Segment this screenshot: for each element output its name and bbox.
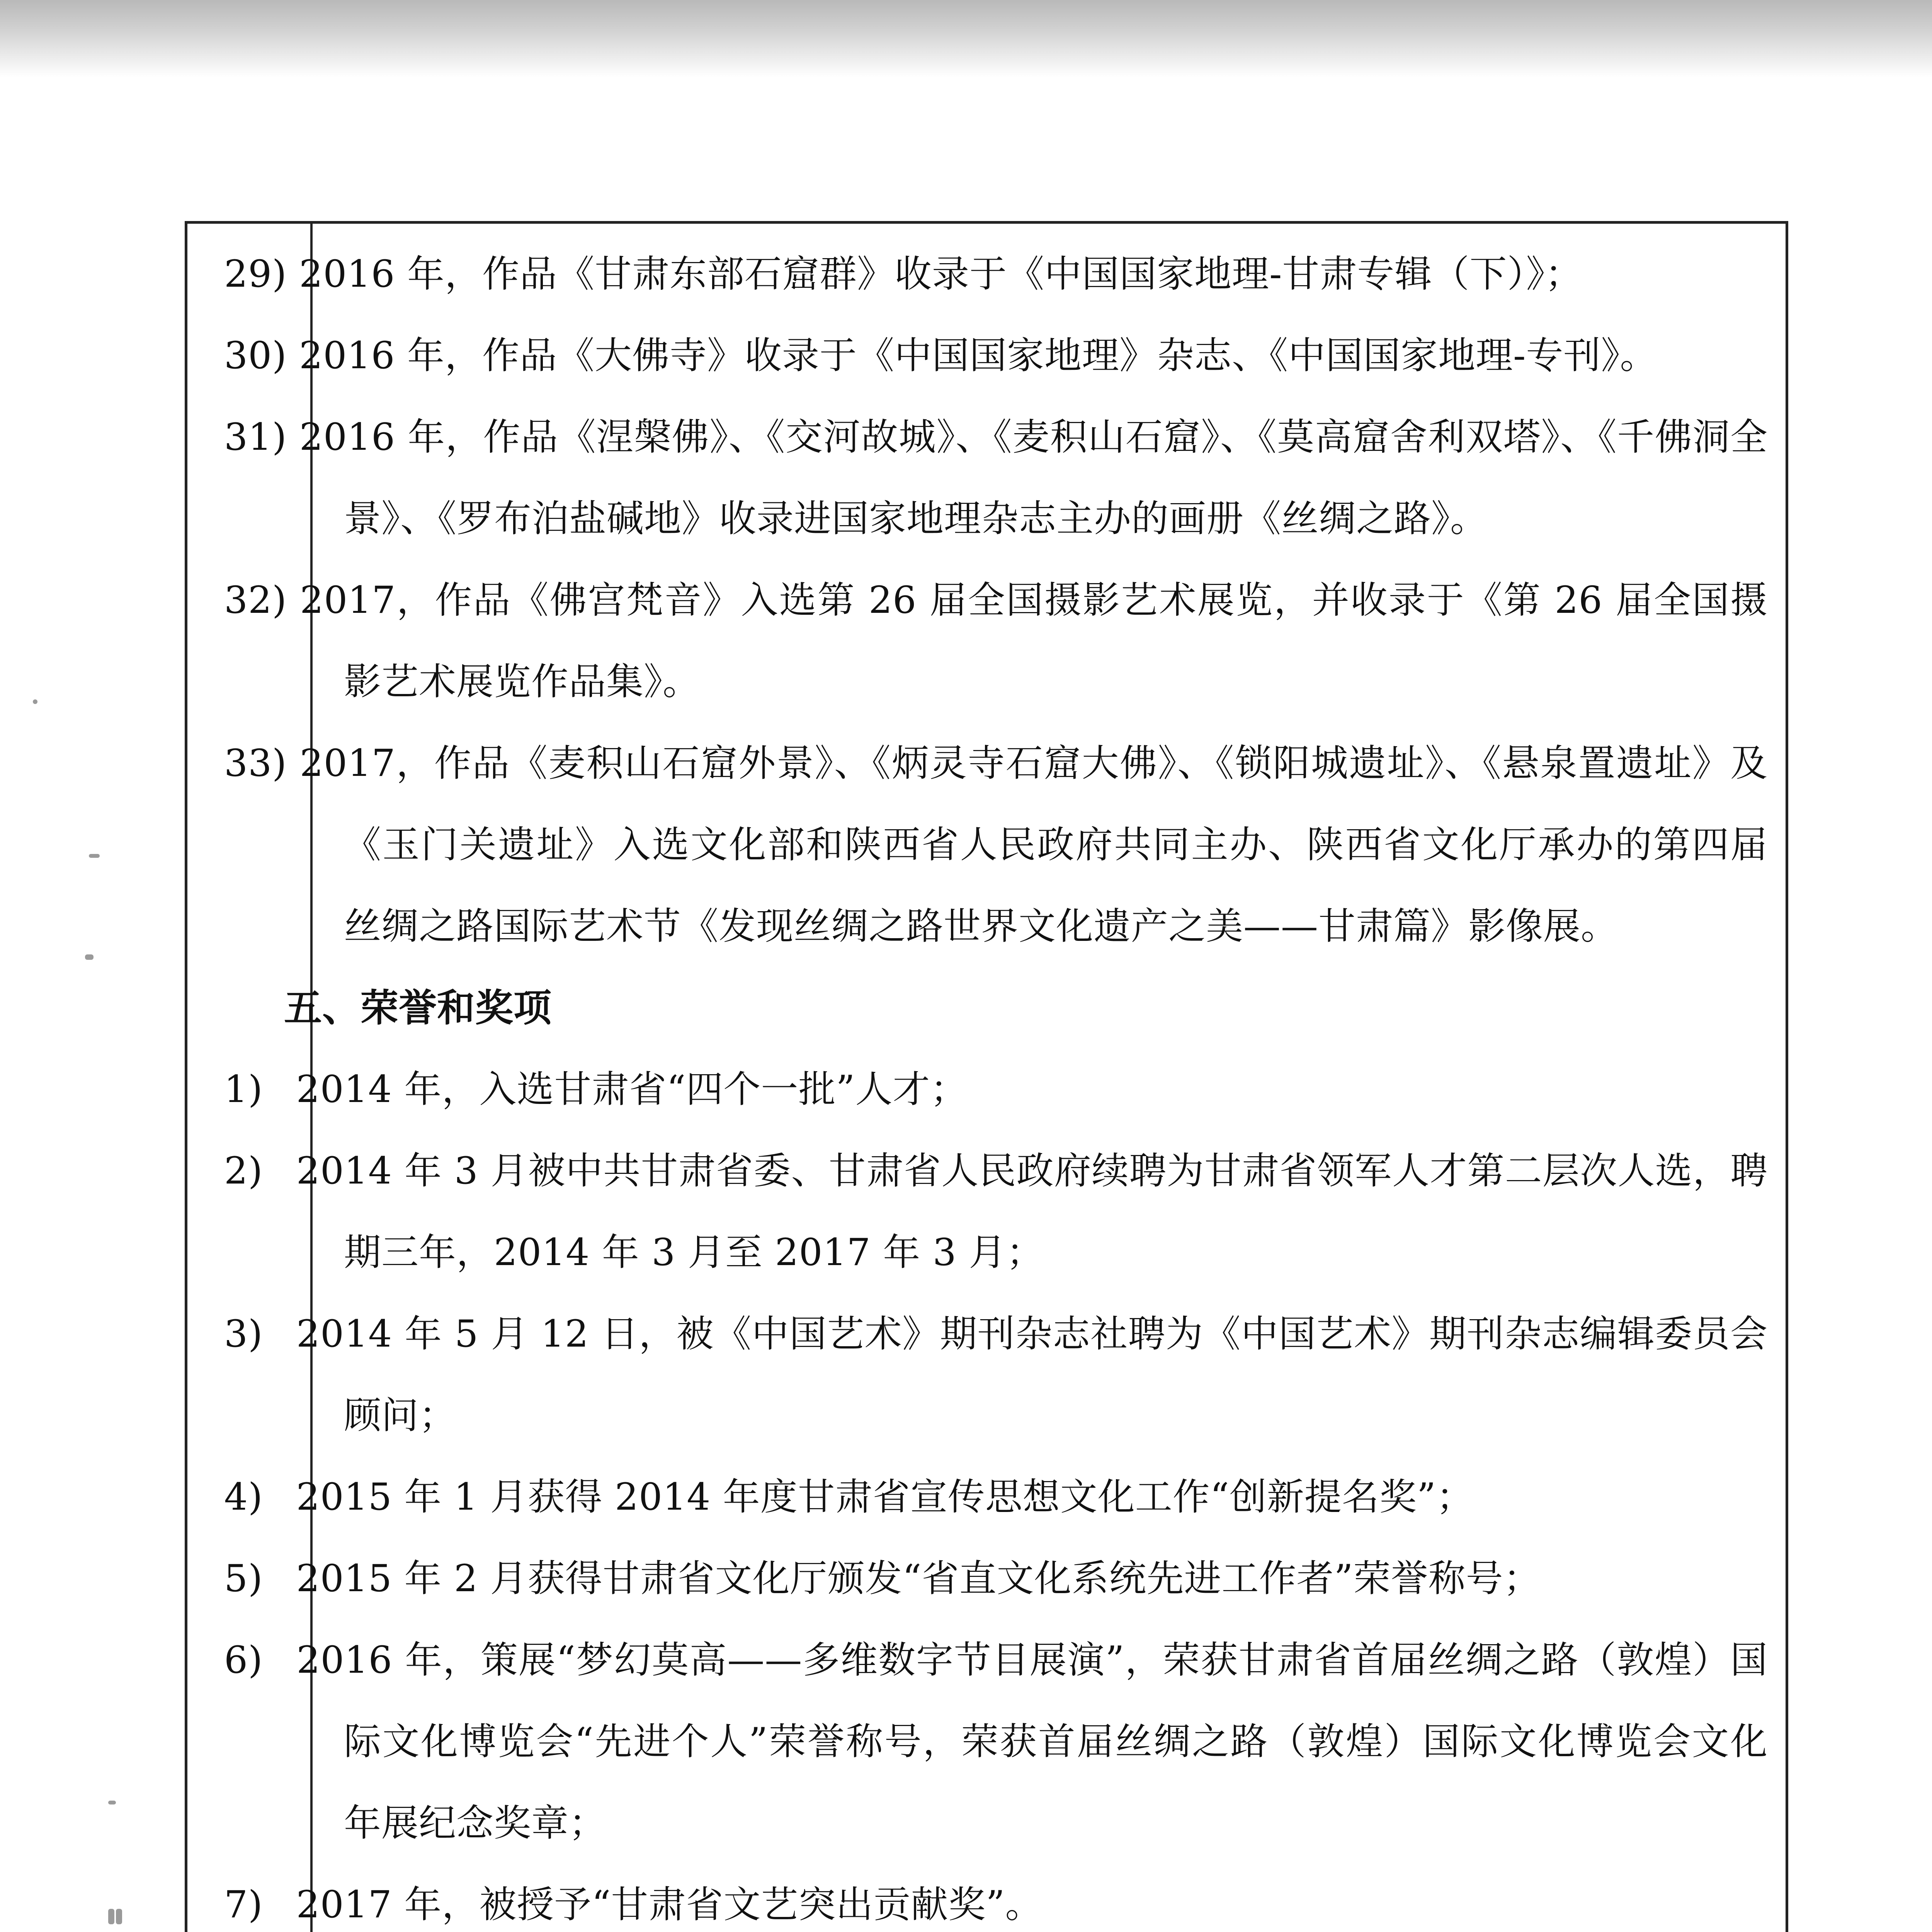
item-number: 33)	[224, 742, 287, 785]
item-text: 2015 年 2 月获得甘肃省文化厅颁发“省直文化系统先进工作者”荣誉称号；	[296, 1557, 1541, 1600]
scan-speck	[116, 1909, 122, 1924]
item-text: 2014 年，入选甘肃省“四个一批”人才；	[296, 1068, 968, 1111]
table-content-cell	[224, 224, 1768, 1932]
scan-speck	[108, 1909, 114, 1924]
item-text: 2014 年 5 月 12 日，被《中国艺术》期刊杂志社聘为《中国艺术》期刊杂志编辑委员会顾问；	[296, 1312, 1768, 1437]
list-item: 3) 2014 年 5 月 12 日，被《中国艺术》期刊杂志社聘为《中国艺术》期刊杂志编辑委员会顾问；	[224, 1312, 1768, 1437]
exhibitions-list	[224, 233, 1768, 967]
list-item	[224, 396, 1768, 560]
list-item: 6) 2016 年，策展“梦幻莫高——多维数字节目展演”，荣获甘肃省首届丝绸之路（敦煌）国际文化博览会“先进个人”荣誉称号，荣获首届丝绸之路（敦煌）国际文化博览会文化年展纪念奖章；	[224, 1638, 1768, 1845]
list-item	[224, 560, 1768, 723]
item-text: 2016 年，策展“梦幻莫高——多维数字节目展演”，荣获甘肃省首届丝绸之路（敦煌）国际文化博览会“先进个人”荣誉称号，荣获首届丝绸之路（敦煌）国际文化博览会文化年展纪念奖章；	[296, 1638, 1768, 1845]
list-item	[224, 723, 1768, 967]
list-item: 1) 2014 年，入选甘肃省“四个一批”人才；	[224, 1068, 968, 1111]
section-heading-honors: 五、荣誉和奖项	[284, 986, 552, 1030]
scan-speck	[85, 954, 94, 960]
item-text: 2017，作品《佛宫梵音》入选第 26 届全国摄影艺术展览，并收录于《第 26 届全国摄影艺术展览作品集》。	[300, 578, 1768, 703]
scan-smudge	[0, 0, 1932, 77]
item-text: 2016 年，作品《甘肃东部石窟群》收录于《中国国家地理-甘肃专辑（下）》；	[299, 252, 1583, 296]
item-text: 2017，作品《麦积山石窟外景》、《炳灵寺石窟大佛》、《锁阳城遗址》、《悬泉置遗址》及《玉门关遗址》入选文化部和陕西省人民政府共同主办、陕西省文化厅承办的第四届丝绸之路国际艺术节《发现丝绸之路世界文化遗产之美——甘肃篇》影像展。	[299, 742, 1768, 948]
scan-speck	[89, 854, 100, 858]
list-item: 2) 2014 年 3 月被中共甘肃省委、甘肃省人民政府续聘为甘肃省领军人才第二层次人选，聘期三年，2014 年 3 月至 2017 年 3 月；	[224, 1149, 1768, 1274]
item-number: 32)	[224, 578, 287, 622]
item-text: 2015 年 1 月获得 2014 年度甘肃省宣传思想文化工作“创新提名奖”；	[296, 1475, 1474, 1519]
list-item	[224, 233, 1768, 315]
document-table	[185, 221, 1788, 1932]
item-number: 30)	[224, 334, 287, 377]
list-item: 5) 2015 年 2 月获得甘肃省文化厅颁发“省直文化系统先进工作者”荣誉称号；	[224, 1557, 1541, 1600]
honors-list	[224, 1049, 1768, 1932]
item-number: 31)	[224, 415, 287, 459]
list-item: 4) 2015 年 1 月获得 2014 年度甘肃省宣传思想文化工作“创新提名奖”；	[224, 1475, 1474, 1519]
scan-speck	[108, 1801, 116, 1804]
item-number: 29)	[224, 252, 287, 296]
item-text: 2016 年，作品《大佛寺》收录于《中国国家地理》杂志、《中国国家地理-专刊》。	[299, 334, 1658, 377]
scan-speck	[33, 699, 37, 704]
list-item: 7) 2017 年，被授予“甘肃省文艺突出贡献奖”。	[224, 1883, 1043, 1926]
list-item	[224, 315, 1768, 396]
item-text: 2014 年 3 月被中共甘肃省委、甘肃省人民政府续聘为甘肃省领军人才第二层次人选，聘期三年，2014 年 3 月至 2017 年 3 月；	[296, 1149, 1768, 1274]
item-text: 2017 年，被授予“甘肃省文艺突出贡献奖”。	[296, 1883, 1043, 1926]
item-text: 2016 年，作品《涅槃佛》、《交河故城》、《麦积山石窟》、《莫高窟舍利双塔》、《千佛洞全景》、《罗布泊盐碱地》收录进国家地理杂志主办的画册《丝绸之路》。	[299, 415, 1768, 540]
